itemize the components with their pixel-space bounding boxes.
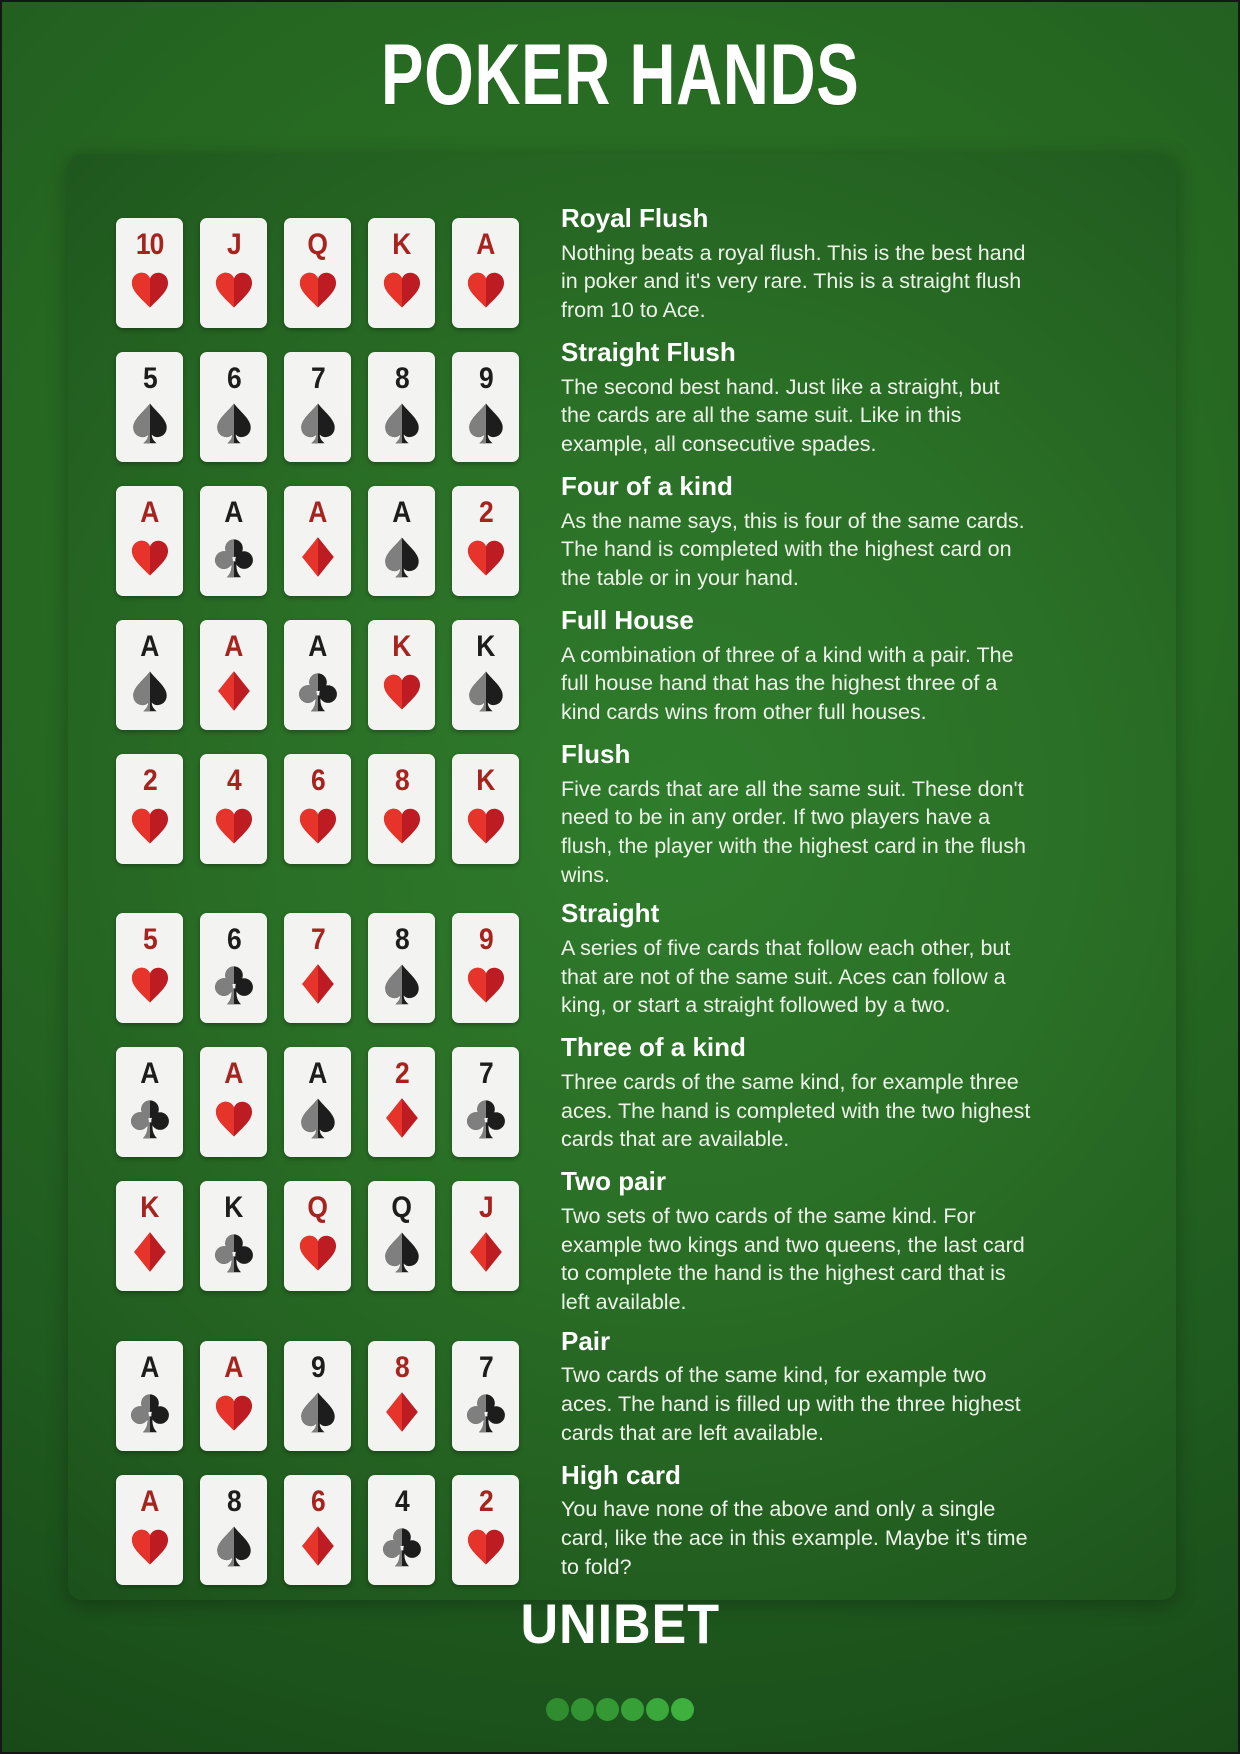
heart-icon <box>212 1390 256 1434</box>
hand-description: Five cards that are all the same suit. These don't need to be in any order. If two players have a flush, the player with the highest card in the flush wins. <box>561 776 1026 887</box>
playing-card <box>284 352 351 462</box>
hand-name: Pair <box>561 1325 611 1356</box>
spade-icon <box>296 1390 340 1434</box>
hand-name: Two pair <box>561 1166 666 1197</box>
hand-description: As the name says, this is four of the same cards. The hand is completed with the highest card on the table or in your hand. <box>561 508 1025 591</box>
club-icon <box>128 1390 172 1434</box>
playing-card <box>200 1341 267 1451</box>
card-rank: A <box>308 1057 327 1091</box>
card-rank: 6 <box>226 923 241 957</box>
card-rank: Q <box>307 1191 328 1225</box>
hand-name: Straight <box>561 898 660 929</box>
playing-card <box>284 1181 351 1291</box>
playing-card <box>452 754 519 864</box>
hand-text <box>561 1327 1033 1448</box>
heart-icon <box>464 962 508 1006</box>
card-rank: 4 <box>394 1484 409 1518</box>
heart-icon <box>212 803 256 847</box>
playing-card <box>116 1181 183 1291</box>
card-rank: K <box>476 764 495 797</box>
playing-card <box>284 1475 351 1585</box>
spade-icon <box>128 669 172 713</box>
playing-card <box>200 1475 267 1585</box>
playing-card <box>452 1341 519 1451</box>
playing-card <box>452 352 519 462</box>
hand-name: Three of a kind <box>561 1032 746 1063</box>
spade-icon <box>296 1096 340 1140</box>
heart-icon <box>380 803 424 847</box>
playing-card <box>200 1181 267 1291</box>
hand-description: The second best hand. Just like a straight, but the cards are all the same suit. Like in this example, all consecutive spades. <box>561 374 1000 457</box>
card-rank: A <box>308 496 327 529</box>
club-icon <box>212 535 256 579</box>
playing-card <box>116 1341 183 1451</box>
hand-row <box>116 203 1146 328</box>
playing-card <box>200 352 267 462</box>
brand-dot <box>671 1698 694 1721</box>
card-rank: K <box>224 1191 243 1225</box>
card-rank: J <box>478 1191 493 1225</box>
hand-cards <box>116 913 519 1023</box>
playing-card <box>116 1475 183 1585</box>
card-rank: A <box>224 1057 243 1091</box>
playing-card <box>116 352 183 462</box>
hand-text <box>561 740 1033 889</box>
card-rank: 4 <box>226 764 241 797</box>
heart-icon <box>128 962 172 1006</box>
hand-cards <box>116 620 519 730</box>
playing-card <box>116 1047 183 1157</box>
brand-dot <box>546 1698 569 1721</box>
brand-dot <box>621 1698 644 1721</box>
hand-name: Straight Flush <box>561 337 736 367</box>
hand-cards <box>116 218 519 328</box>
hand-text <box>561 1033 1033 1154</box>
brand-dot <box>646 1698 669 1721</box>
playing-card <box>452 1181 519 1291</box>
card-rank: 8 <box>394 1350 409 1384</box>
club-icon <box>212 1230 256 1274</box>
card-rank: 5 <box>142 923 157 957</box>
card-rank: A <box>140 1057 159 1091</box>
diamond-icon <box>296 1524 340 1568</box>
card-rank: 2 <box>142 764 157 797</box>
playing-card <box>116 913 183 1023</box>
heart-icon <box>464 803 508 847</box>
diamond-icon <box>128 1230 172 1274</box>
hand-description: A combination of three of a kind with a pair. The full house hand that has the highest three of a kind cards wins from other full houses. <box>561 642 1014 725</box>
page-title-text: POKER HANDS <box>380 27 860 123</box>
hand-name: Royal Flush <box>561 203 709 233</box>
card-rank: 7 <box>310 362 325 395</box>
card-rank: A <box>140 1484 159 1518</box>
playing-card <box>200 913 267 1023</box>
card-rank: A <box>392 496 411 529</box>
hand-row <box>116 898 1146 1023</box>
playing-card <box>368 1181 435 1291</box>
heart-icon <box>296 1230 340 1274</box>
brand-logo: UNIBET <box>520 1592 720 1655</box>
hand-row <box>116 605 1146 730</box>
playing-card <box>368 218 435 328</box>
card-rank: A <box>224 1350 243 1384</box>
playing-card <box>452 620 519 730</box>
hands-panel <box>68 154 1176 1600</box>
card-rank: A <box>140 630 159 663</box>
hand-row <box>116 471 1146 596</box>
diamond-icon <box>212 669 256 713</box>
card-rank: A <box>140 1350 159 1384</box>
hand-name: Four of a kind <box>561 471 733 501</box>
card-rank: K <box>392 630 411 663</box>
card-rank: K <box>392 228 411 261</box>
playing-card <box>368 1047 435 1157</box>
playing-card <box>200 486 267 596</box>
club-icon <box>128 1096 172 1140</box>
club-icon <box>296 669 340 713</box>
hand-name: Full House <box>561 605 694 635</box>
spade-icon <box>212 1524 256 1568</box>
hand-text <box>561 1167 1033 1316</box>
playing-card <box>284 1047 351 1157</box>
playing-card <box>200 620 267 730</box>
card-rank: 5 <box>142 362 157 395</box>
brand-dots <box>2 1698 1238 1721</box>
card-rank: 6 <box>310 1484 325 1518</box>
playing-card <box>284 620 351 730</box>
page-title <box>2 27 1238 123</box>
hand-row <box>116 1032 1146 1157</box>
spade-icon <box>128 401 172 445</box>
playing-card <box>368 486 435 596</box>
playing-card <box>200 1047 267 1157</box>
card-rank: 2 <box>478 496 493 529</box>
diamond-icon <box>296 535 340 579</box>
card-rank: 2 <box>394 1057 409 1091</box>
diamond-icon <box>380 1390 424 1434</box>
card-rank: 9 <box>478 923 493 957</box>
hand-text <box>561 472 1033 593</box>
heart-icon <box>212 267 256 311</box>
spade-icon <box>212 401 256 445</box>
card-rank: Q <box>307 228 328 261</box>
playing-card <box>452 1047 519 1157</box>
hand-description: Nothing beats a royal flush. This is the best hand in poker and it's very rare. This is a straight flush from 10 to Ace. <box>561 240 1026 323</box>
heart-icon <box>464 267 508 311</box>
heart-icon <box>380 267 424 311</box>
playing-card <box>284 218 351 328</box>
card-rank: A <box>224 496 243 529</box>
spade-icon <box>464 669 508 713</box>
hand-cards <box>116 1181 519 1291</box>
card-rank: A <box>140 496 159 529</box>
playing-card <box>368 1475 435 1585</box>
hand-cards <box>116 1341 519 1451</box>
hand-description: Two sets of two cards of the same kind. For example two kings and two queens, the last card to complete the hand is the highest card that is left available. <box>561 1204 1025 1314</box>
heart-icon <box>464 535 508 579</box>
hand-text <box>561 204 1033 325</box>
playing-card <box>284 754 351 864</box>
hand-row <box>116 1325 1146 1451</box>
card-rank: A <box>308 630 327 663</box>
hand-cards <box>116 1047 519 1157</box>
hands-list <box>116 203 1146 1585</box>
heart-icon <box>128 267 172 311</box>
playing-card <box>368 754 435 864</box>
hand-row <box>116 739 1146 889</box>
heart-icon <box>296 267 340 311</box>
heart-icon <box>128 1524 172 1568</box>
club-icon <box>464 1096 508 1140</box>
club-icon <box>464 1390 508 1434</box>
card-rank: A <box>224 630 243 663</box>
heart-icon <box>464 1524 508 1568</box>
playing-card <box>284 486 351 596</box>
card-rank: A <box>476 228 495 261</box>
playing-card <box>200 218 267 328</box>
card-rank: 8 <box>394 362 409 395</box>
heart-icon <box>128 803 172 847</box>
spade-icon <box>296 401 340 445</box>
hand-row <box>116 1459 1146 1585</box>
playing-card <box>368 620 435 730</box>
hand-text <box>561 899 1033 1020</box>
diamond-icon <box>296 962 340 1006</box>
heart-icon <box>128 535 172 579</box>
card-rank: 9 <box>478 362 493 395</box>
playing-card <box>368 1341 435 1451</box>
hand-text <box>561 606 1033 727</box>
playing-card <box>452 1475 519 1585</box>
spade-icon <box>380 962 424 1006</box>
playing-card <box>452 486 519 596</box>
club-icon <box>212 962 256 1006</box>
playing-card <box>452 218 519 328</box>
hand-row <box>116 337 1146 462</box>
playing-card <box>284 913 351 1023</box>
hand-description: Two cards of the same kind, for example two aces. The hand is filled up with the three highest cards that are left available. <box>561 1363 1021 1445</box>
card-rank: 8 <box>394 923 409 957</box>
playing-card <box>116 218 183 328</box>
heart-icon <box>380 669 424 713</box>
card-rank: 6 <box>310 764 325 797</box>
playing-card <box>452 913 519 1023</box>
card-rank: 6 <box>226 362 241 395</box>
club-icon <box>380 1524 424 1568</box>
spade-icon <box>380 401 424 445</box>
card-rank: 7 <box>478 1057 493 1091</box>
playing-card <box>200 754 267 864</box>
hand-name: Flush <box>561 739 631 769</box>
card-rank: J <box>226 228 241 261</box>
playing-card <box>368 352 435 462</box>
hand-cards <box>116 754 519 864</box>
card-rank: 9 <box>310 1350 325 1384</box>
hand-cards <box>116 352 519 462</box>
diamond-icon <box>464 1230 508 1274</box>
heart-icon <box>212 1096 256 1140</box>
card-rank: 8 <box>394 764 409 797</box>
spade-icon <box>380 535 424 579</box>
hand-text <box>561 338 1033 459</box>
heart-icon <box>296 803 340 847</box>
playing-card <box>116 486 183 596</box>
hand-row <box>116 1166 1146 1316</box>
hand-description: A series of five cards that follow each other, but that are not of the same suit. Aces can follow a king, or start a straight followed by a two. <box>561 936 1011 1018</box>
card-rank: 7 <box>478 1350 493 1384</box>
hand-name: High card <box>561 1459 681 1490</box>
spade-icon <box>464 401 508 445</box>
playing-card <box>368 913 435 1023</box>
card-rank: 7 <box>310 923 325 957</box>
hand-description: You have none of the above and only a single card, like the ace in this example. Maybe it's time to fold? <box>561 1497 1028 1579</box>
card-rank: 10 <box>135 228 164 261</box>
card-rank: Q <box>391 1191 412 1225</box>
brand-dot <box>596 1698 619 1721</box>
hand-text <box>561 1461 1033 1582</box>
hand-cards <box>116 486 519 596</box>
spade-icon <box>380 1230 424 1274</box>
card-rank: 8 <box>226 1484 241 1518</box>
card-rank: K <box>140 1191 159 1225</box>
playing-card <box>284 1341 351 1451</box>
card-rank: 2 <box>478 1484 493 1518</box>
brand-dot <box>571 1698 594 1721</box>
hand-description: Three cards of the same kind, for example three aces. The hand is completed with the two highest cards that are available. <box>561 1070 1031 1152</box>
playing-card <box>116 620 183 730</box>
brand-footer <box>2 1592 1238 1655</box>
card-rank: K <box>476 630 495 663</box>
diamond-icon <box>380 1096 424 1140</box>
hand-cards <box>116 1475 519 1585</box>
playing-card <box>116 754 183 864</box>
